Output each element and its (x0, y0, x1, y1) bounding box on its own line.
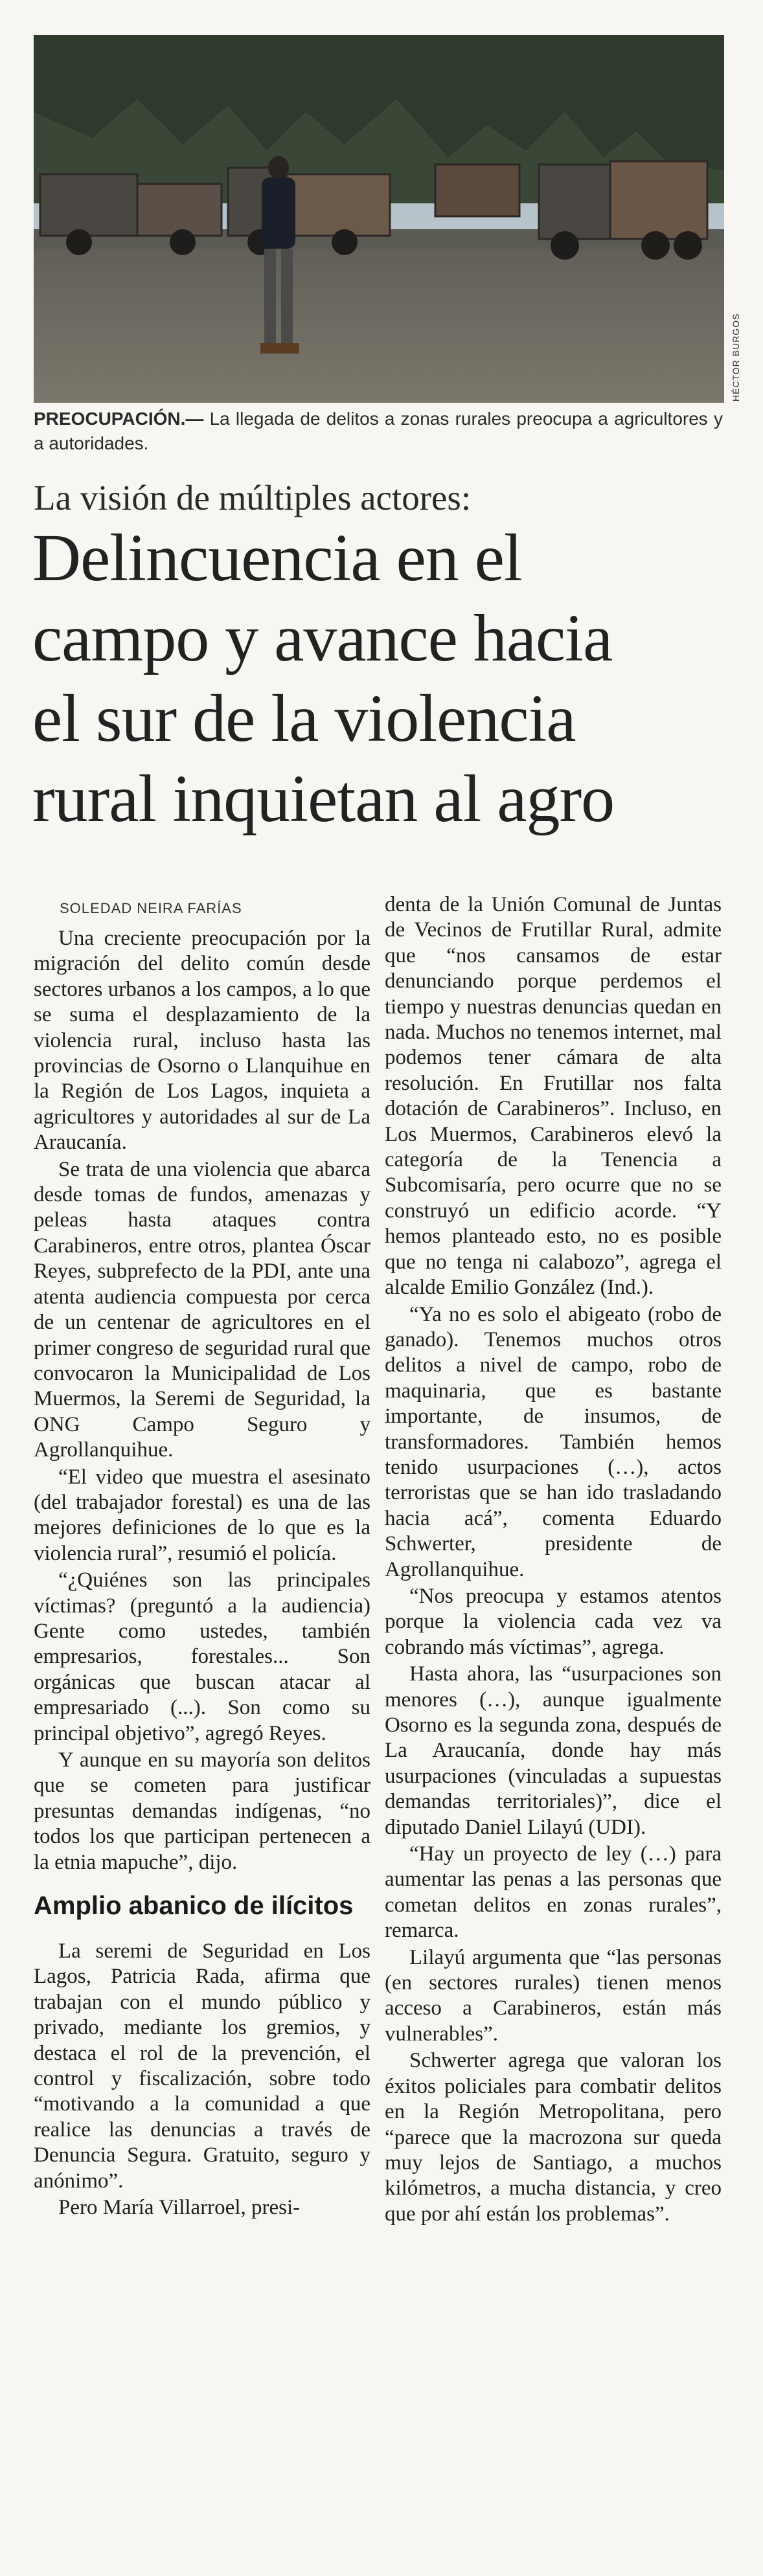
byline: SOLEDAD NEIRA FARÍAS (60, 900, 242, 916)
paragraph: Hasta ahora, las “usurpaciones son menores (…), aunque igualmente Osorno es la segunda zona, después de La Araucanía, donde hay más usurpaciones (vinculadas a supuestas demandas territoriales)”, dice el diputado Daniel Lilayú (UDI). (385, 1662, 722, 1839)
article-column-right (385, 892, 722, 2227)
paragraph: “¿Quiénes son las principales víctimas? (preguntó a la audiencia) Gente como ustedes, también empresarios, forestales... Son orgánicas que buscan atacar al empresariado (...). Son como su principal objetivo”, agregó Reyes. (34, 1568, 370, 1745)
paragraph: “Nos preocupa y estamos atentos porque la violencia cada vez va cobrando más víctimas”, agrega. (385, 1584, 722, 1659)
photo-credit: HÉCTOR BURGOS (731, 313, 741, 401)
paragraph: “Ya no es solo el abigeato (robo de ganado). Tenemos muchos otros delitos a nivel de campo, robo de maquinaria, que es bastante importante, de insumos, de transformadores. También hemos tenido usurpaciones (…), actos terroristas que se han ido trasladando hacia acá”, comenta Eduardo Schwerter, presidente de Agrollanquihue. (385, 1302, 722, 1581)
caption-lead: PREOCUPACIÓN.— (34, 409, 204, 429)
subheading: Amplio abanico de ilícitos (34, 1892, 354, 1921)
headline-line: campo y avance hacia (32, 601, 613, 675)
news-photo (34, 35, 724, 403)
paragraph: La seremi de Seguridad en Los Lagos, Patricia Rada, afirma que trabajan con el mundo público y privado, mediante los gremios, y destaca el rol de la prevención, el control y fiscalización, sobre todo “motivando a la comunidad a que realice las denuncias a través de Denuncia Segura. Gratuito, seguro y anónimo”. (34, 1939, 370, 2193)
paragraph: Lilayú argumenta que “las personas (en sectores rurales) tienen menos acceso a Carabineros, están más vulnerables”. (385, 1945, 722, 2046)
paragraph: Schwerter agrega que valoran los éxitos policiales para combatir delitos en la Región Metropolitana, pero “parece que la macrozona sur queda muy lejos de Santiago, a muchos kilómetros, a mucha distancia, y creo que por ahí están los problemas”. (385, 2049, 722, 2226)
caption-text: La llegada de delitos a zonas rurales preocupa a agricultores y a autoridades. (34, 409, 723, 453)
paragraph: Una creciente preocupación por la migración del delito común desde sectores urbanos a los campos, a lo que se suma el desplazamiento de la violencia rural, incluso hasta las provincias de Osorno o Llanquihue en la Región de Los Lagos, inquieta a agricultores y autoridades al sur de La Araucanía. (34, 927, 370, 1155)
article-headline (32, 518, 745, 839)
article-column-left (34, 926, 370, 2221)
paragraph: “El video que muestra el asesinato (del trabajador forestal) es una de las mejores definiciones de lo que es la violencia rural”, resumió el policía. (34, 1465, 370, 1565)
paragraph: Se trata de una violencia que abarca desde tomas de fundos, amenazas y peleas hasta ataques contra Carabineros, entre otros, plantea Óscar Reyes, subprefecto de la PDI, ante una atenta audiencia compuesta por cerca de un centenar de agricultores en el primer congreso de seguridad rural que convocaron la Municipalidad de Los Muermos, la Seremi de Seguridad, la ONG Campo Seguro y Agrollanquihue. (34, 1157, 370, 1462)
headline-line: rural inquietan al agro (32, 762, 615, 836)
photo-caption (34, 407, 723, 456)
paragraph: “Hay un proyecto de ley (…) para aumentar las penas a las personas que cometan delitos en zonas rurales”, remarca. (385, 1842, 722, 1943)
paragraph: Y aunque en su mayoría son delitos que se cometen para justificar presuntas demandas indígenas, “no todos los que participan pertenecen a la etnia mapuche”, dijo. (34, 1748, 370, 1874)
paragraph-continuation: denta de la Unión Comunal de Juntas de Vecinos de Frutillar Rural, admite que “nos cansamos de estar denunciando porque perdemos el tiempo y nuestras denuncias quedan en nada. Muchos no tenemos internet, mal podemos tener cámara de alta resolución. En Frutillar nos falta dotación de Carabineros”. Incluso, en Los Muermos, Carabineros elevó la categoría de la Tenencia a Subcomisaría, pero ocurre que no se construyó un edificio acorde. “Y hemos planteado esto, no es posible que no tenga ni calabozo”, agrega el alcalde Emilio González (Ind.). (385, 893, 722, 1300)
headline-line: el sur de la violencia (32, 681, 576, 756)
headline-line: Delincuencia en el (32, 521, 522, 595)
paragraph: Pero María Villarroel, presi- (58, 2196, 301, 2220)
article-kicker: La visión de múltiples actores: (34, 478, 472, 517)
